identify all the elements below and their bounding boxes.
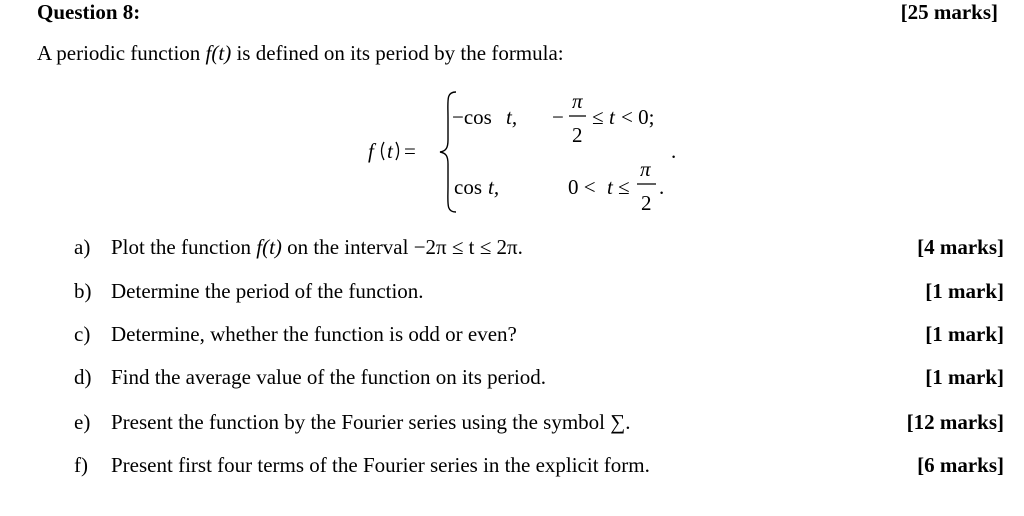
case1-end: < 0; xyxy=(621,105,655,129)
intro-after: is defined on its period by the formula: xyxy=(231,41,564,65)
question-item-b xyxy=(74,279,1004,309)
item-marks: [6 marks] xyxy=(917,453,1004,477)
formula-lhs-f: f xyxy=(368,139,374,163)
case1-minus: − xyxy=(552,105,564,129)
question-item-a xyxy=(74,235,1004,265)
item-marks: [12 marks] xyxy=(906,410,1004,434)
item-marks: [1 mark] xyxy=(925,365,1004,389)
intro-text xyxy=(37,41,564,66)
item-text xyxy=(111,235,523,260)
lhs-left-paren xyxy=(382,142,385,160)
case1-pi: π xyxy=(572,89,583,113)
question-item-e xyxy=(74,410,1004,440)
item-marks: [1 mark] xyxy=(925,279,1004,303)
case2-relation: ≤ xyxy=(618,175,630,199)
question-title: Question 8: xyxy=(37,0,141,24)
item-label: b) xyxy=(74,279,92,303)
case1-denominator: 2 xyxy=(572,123,583,147)
case1-relation: ≤ xyxy=(592,105,604,129)
item-label: c) xyxy=(74,322,91,346)
question-item-c xyxy=(74,322,1004,352)
case2-expression: cos xyxy=(454,175,482,199)
case2-pi: π xyxy=(640,157,651,181)
case2-variable: t, xyxy=(488,175,500,199)
item-text: Present first four terms of the Fourier series in the explicit form. xyxy=(111,453,650,477)
case2-denominator: 2 xyxy=(641,191,652,215)
case1-t: t xyxy=(609,105,615,129)
question-total-marks: [25 marks] xyxy=(900,0,998,24)
case2-end: . xyxy=(659,175,665,199)
case1-variable: t, xyxy=(506,105,518,129)
item-label: e) xyxy=(74,410,91,434)
formula-equals: = xyxy=(404,139,416,163)
intro-before: A periodic function xyxy=(37,41,206,65)
case2-start: 0 < xyxy=(568,175,596,199)
intro-function: f(t) xyxy=(205,41,232,65)
lhs-right-paren xyxy=(396,142,399,160)
question-item-f xyxy=(74,453,1004,483)
item-label: d) xyxy=(74,365,92,389)
item-label: a) xyxy=(74,235,91,259)
item-text: Present the function by the Fourier series using the symbol ∑. xyxy=(111,410,631,434)
case2-t: t xyxy=(607,175,613,199)
formula-trailing-period: . xyxy=(671,139,677,163)
item-text: Determine the period of the function. xyxy=(111,279,424,303)
formula-lhs-t: t xyxy=(387,139,393,163)
piecewise-formula xyxy=(360,88,680,220)
item-text-math: f(t) xyxy=(256,235,282,259)
item-text: Determine, whether the function is odd or even? xyxy=(111,322,517,346)
item-marks: [4 marks] xyxy=(917,235,1004,259)
item-text-post: on the interval −2π ≤ t ≤ 2π. xyxy=(281,235,523,259)
question-item-d xyxy=(74,365,1004,395)
item-marks: [1 mark] xyxy=(925,322,1004,346)
item-text-pre: Plot the function xyxy=(111,235,257,259)
item-label: f) xyxy=(74,453,88,477)
case1-expression: −cos xyxy=(452,105,492,129)
item-text: Find the average value of the function on its period. xyxy=(111,365,547,389)
